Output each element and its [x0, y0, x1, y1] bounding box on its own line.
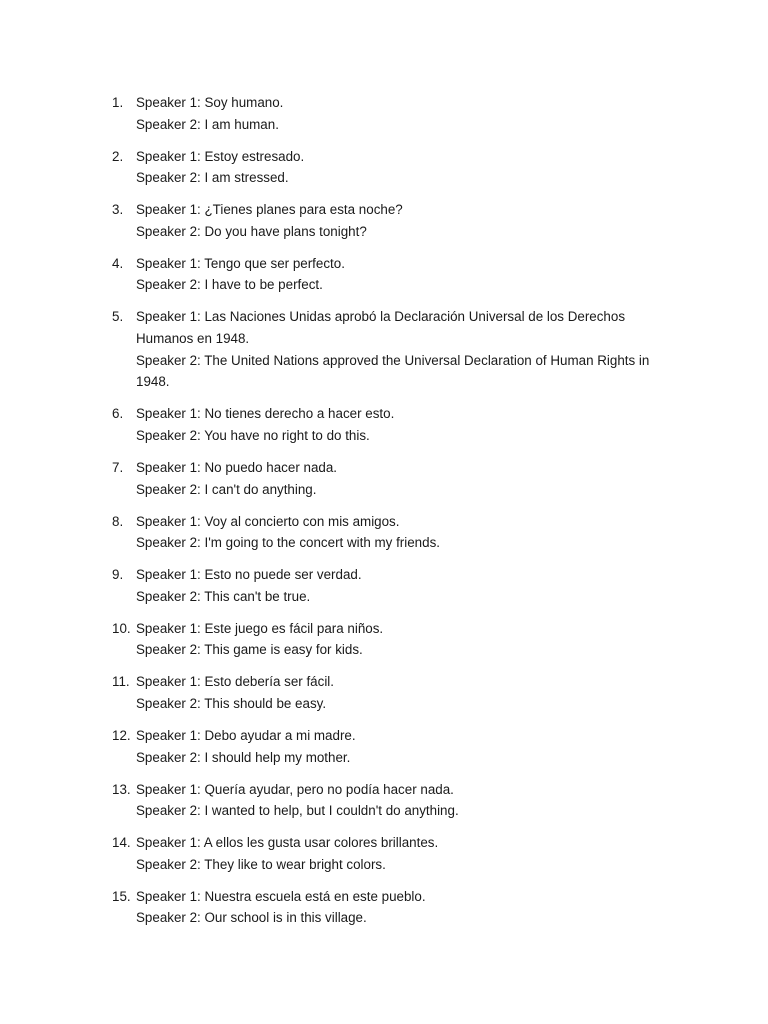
speaker-2-line: Speaker 2: This game is easy for kids. [136, 642, 363, 658]
speaker-2-line: Speaker 2: I am human. [136, 116, 279, 132]
speaker-1-line: Speaker 1: No tienes derecho a hacer esto. [136, 406, 395, 422]
speaker-2-line: Speaker 2: Our school is in this village. [136, 910, 367, 926]
speaker-2-line: Speaker 2: I am stressed. [136, 170, 289, 186]
list-item [112, 671, 672, 714]
speaker-2-line: Speaker 2: I wanted to help, but I couldn't do anything. [136, 803, 459, 819]
item-body [136, 146, 672, 189]
item-body [136, 618, 672, 661]
speaker-1-line: Speaker 1: Debo ayudar a mi madre. [136, 727, 356, 743]
speaker-1-line: Speaker 1: Soy humano. [136, 95, 284, 110]
item-body [136, 779, 672, 822]
item-body [136, 725, 672, 768]
item-body [136, 457, 672, 500]
item-number: 12. [112, 727, 131, 743]
speaker-1-line: Speaker 1: No puedo hacer nada. [136, 459, 338, 475]
speaker-1-line: Speaker 1: A ellos les gusta usar colores brillantes. [136, 835, 439, 851]
list-item [112, 618, 672, 661]
dialogue-list [112, 92, 672, 939]
list-item [112, 92, 672, 135]
speaker-2-line: Speaker 2: I can't do anything. [136, 481, 317, 497]
item-number: 11. [112, 674, 130, 690]
speaker-1-line: Speaker 1: Estoy estresado. [136, 148, 305, 164]
speaker-2-line: Speaker 2: They like to wear bright colors. [136, 856, 386, 872]
list-item [112, 457, 672, 500]
speaker-2-line: Speaker 2: You have no right to do this. [136, 428, 370, 444]
item-body [136, 832, 672, 875]
item-body [136, 886, 672, 929]
speaker-2-line: Speaker 2: The United Nations approved the Universal Declaration of Human Rights in 1948. [136, 352, 650, 390]
speaker-2-line: Speaker 2: I should help my mother. [136, 749, 351, 765]
item-number: 14. [112, 835, 131, 851]
item-body [136, 671, 672, 714]
item-number: 5. [112, 309, 124, 325]
item-number: 9. [112, 567, 124, 583]
speaker-1-line: Speaker 1: Voy al concierto con mis amigos. [136, 513, 400, 529]
speaker-1-line: Speaker 1: Esto no puede ser verdad. [136, 567, 362, 583]
speaker-1-line: Speaker 1: Nuestra escuela está en este pueblo. [136, 888, 426, 904]
list-item [112, 725, 672, 768]
list-item [112, 146, 672, 189]
item-number: 13. [112, 781, 131, 797]
speaker-1-line: Speaker 1: Tengo que ser perfecto. [136, 255, 345, 271]
list-item [112, 511, 672, 554]
list-item [112, 403, 672, 446]
item-number: 1. [112, 95, 124, 110]
speaker-2-line: Speaker 2: This can't be true. [136, 588, 311, 604]
list-item [112, 199, 672, 242]
speaker-2-line: Speaker 2: I have to be perfect. [136, 277, 323, 293]
item-number: 15. [112, 888, 131, 904]
item-body [136, 253, 672, 296]
list-item [112, 832, 672, 875]
speaker-2-line: Speaker 2: Do you have plans tonight? [136, 223, 367, 239]
list-item [112, 306, 672, 393]
list-item [112, 886, 672, 929]
item-body [136, 511, 672, 554]
item-body [136, 92, 672, 135]
speaker-1-line: Speaker 1: Las Naciones Unidas aprobó la Declaración Universal de los Derechos Humanos en 1948. [136, 309, 626, 347]
speaker-2-line: Speaker 2: This should be easy. [136, 696, 327, 712]
item-number: 4. [112, 255, 124, 271]
item-number: 7. [112, 459, 124, 475]
speaker-1-line: Speaker 1: ¿Tienes planes para esta noche? [136, 202, 403, 218]
item-number: 3. [112, 202, 124, 218]
speaker-1-line: Speaker 1: Esto debería ser fácil. [136, 674, 334, 690]
list-item [112, 253, 672, 296]
item-body [136, 306, 672, 393]
item-body [136, 403, 672, 446]
item-body [136, 564, 672, 607]
list-item [112, 779, 672, 822]
item-number: 8. [112, 513, 124, 529]
item-body [136, 199, 672, 242]
item-number: 10. [112, 620, 131, 636]
list-item [112, 564, 672, 607]
speaker-2-line: Speaker 2: I'm going to the concert with my friends. [136, 535, 440, 551]
speaker-1-line: Speaker 1: Quería ayudar, pero no podía hacer nada. [136, 781, 454, 797]
speaker-1-line: Speaker 1: Este juego es fácil para niños. [136, 620, 384, 636]
item-number: 2. [112, 148, 124, 164]
item-number: 6. [112, 406, 124, 422]
